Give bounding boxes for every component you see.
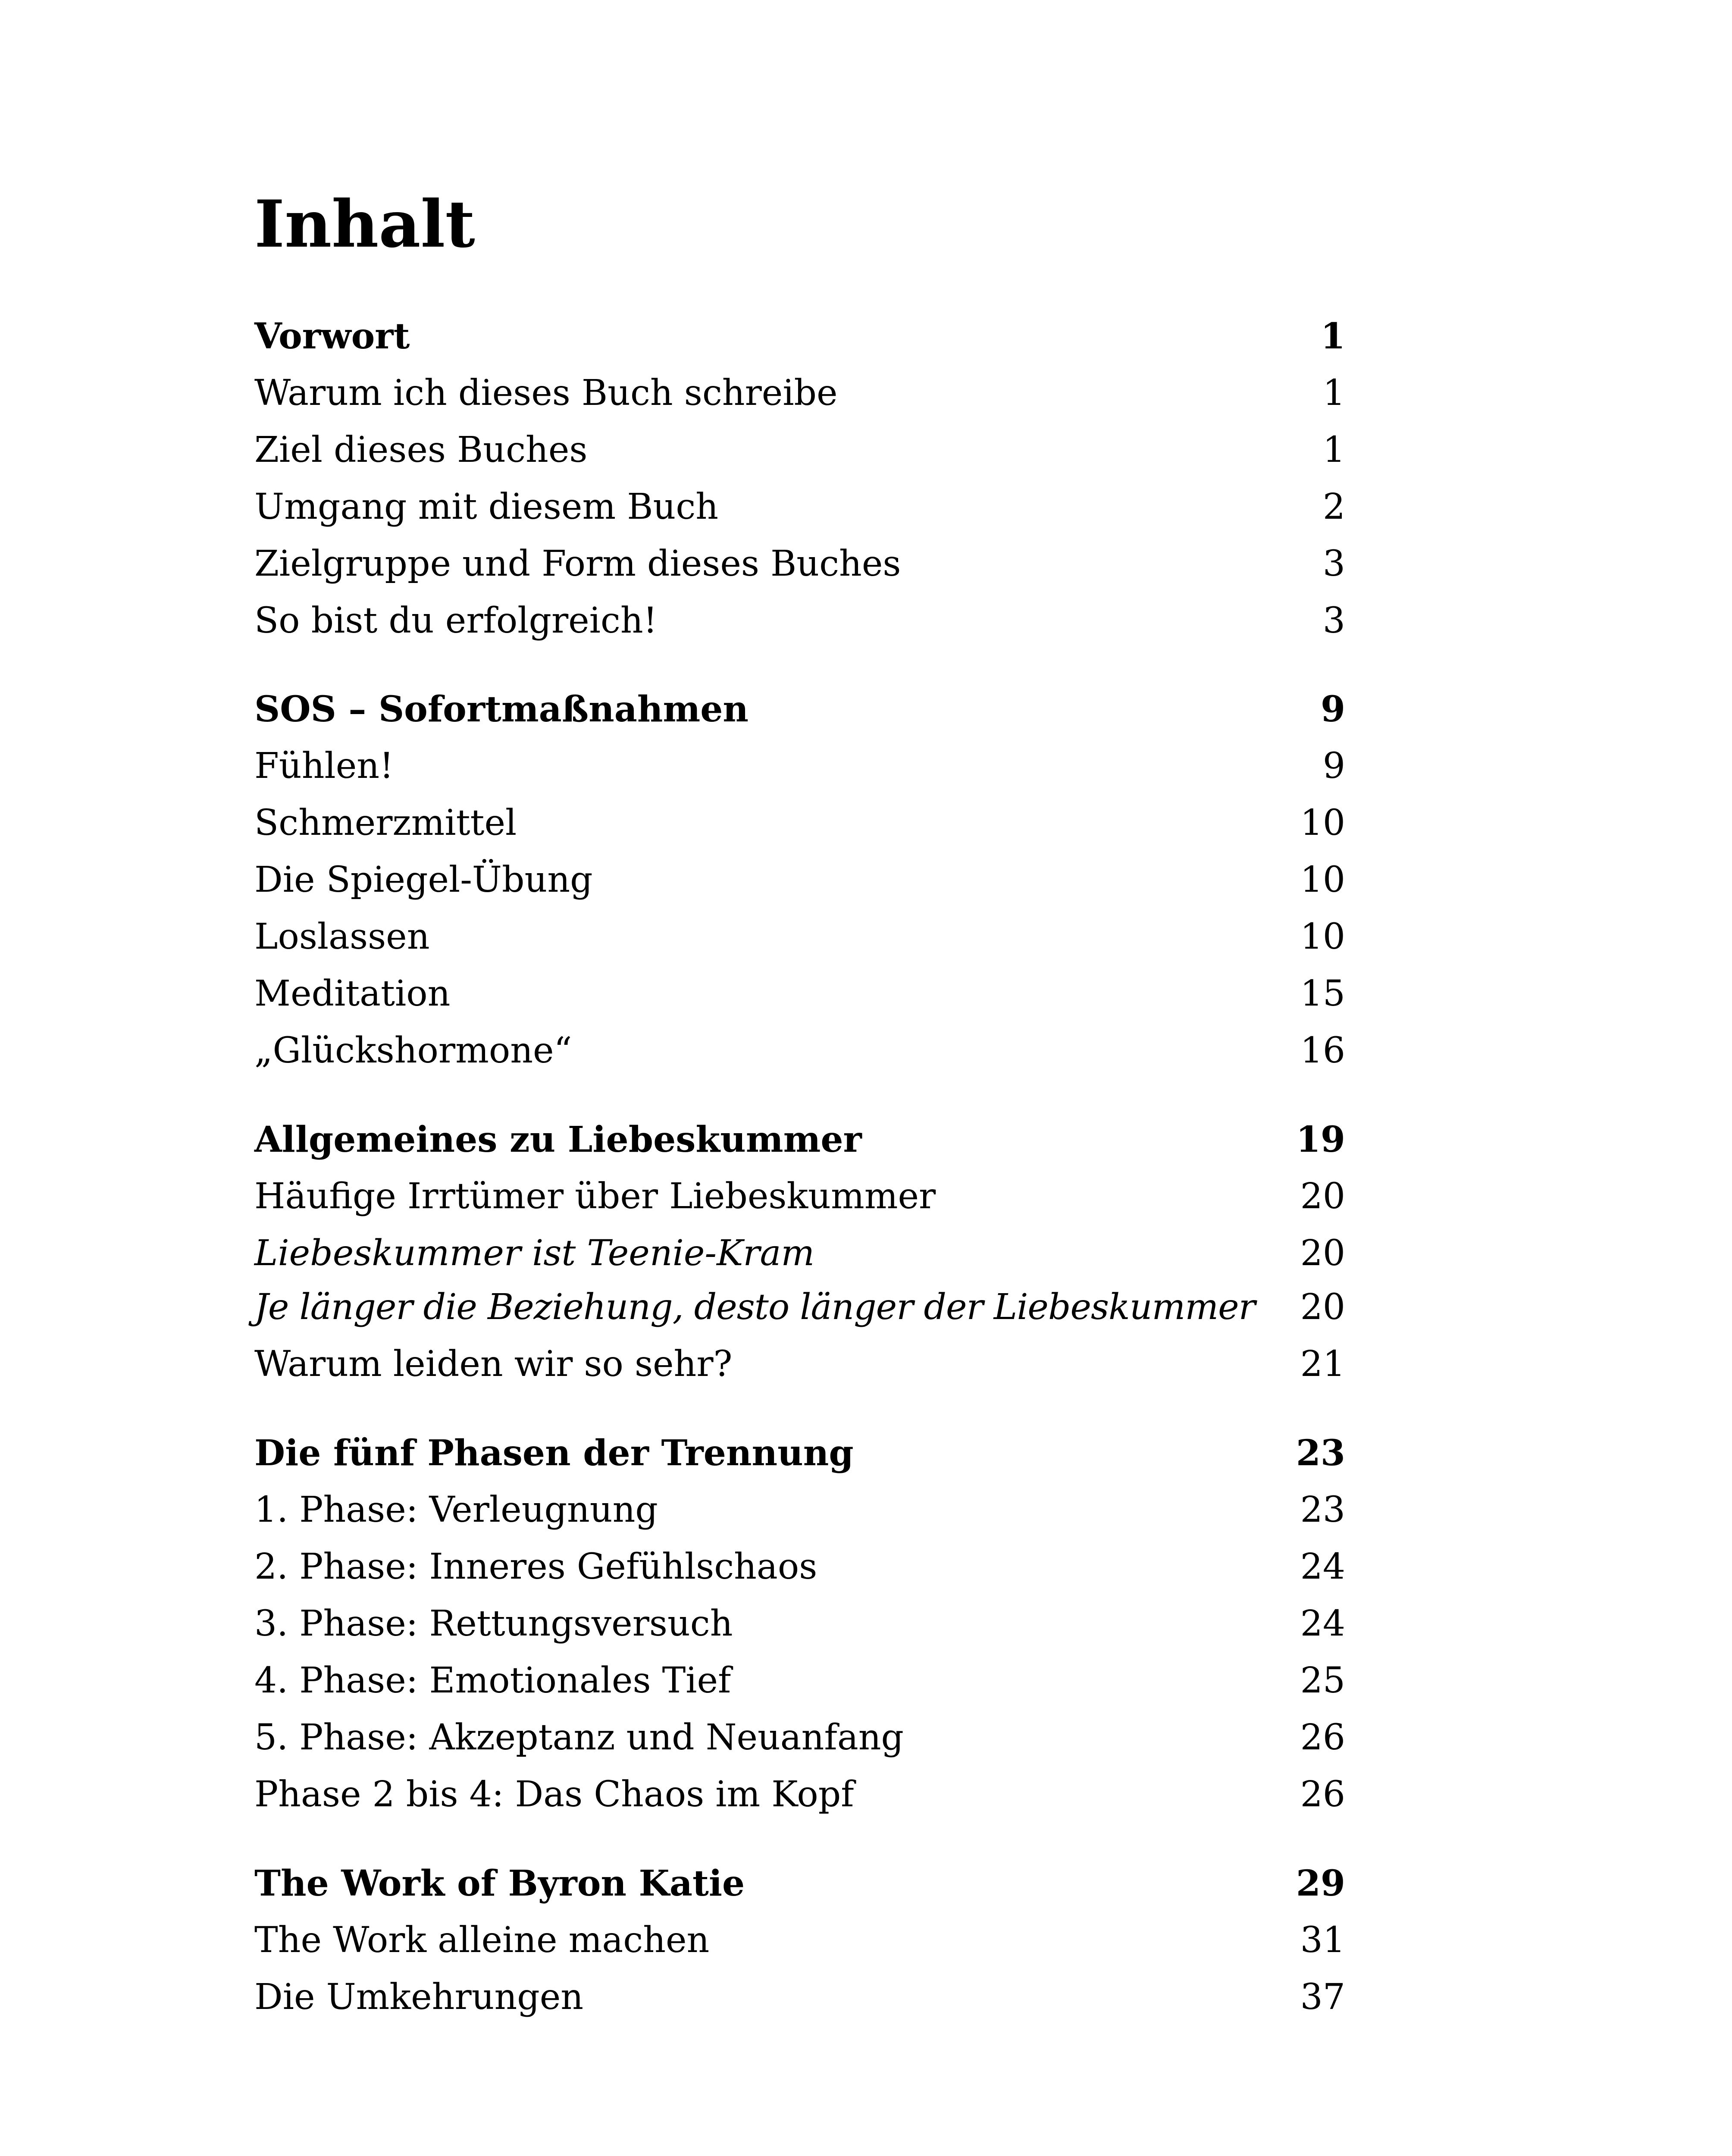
toc-page-number: 20 bbox=[1300, 1233, 1345, 1274]
toc-page-number: 1 bbox=[1322, 373, 1345, 414]
toc-section-heading bbox=[254, 1114, 1345, 1166]
toc-entry-label: So bist du erfolgreich! bbox=[254, 600, 658, 641]
toc-page bbox=[254, 186, 1345, 2018]
toc-page-number: 1 bbox=[1322, 429, 1345, 470]
toc-page-number: 31 bbox=[1300, 1920, 1345, 1961]
toc-entry bbox=[254, 1915, 1345, 1966]
toc-entry-label: Die Umkehrungen bbox=[254, 1977, 584, 2018]
toc-entry bbox=[254, 1484, 1345, 1536]
toc-entry bbox=[254, 595, 1345, 647]
toc-heading-label: Vorwort bbox=[254, 316, 410, 357]
toc-subentry bbox=[254, 1282, 1345, 1333]
toc-page-number: 20 bbox=[1300, 1287, 1345, 1328]
toc-entry bbox=[254, 1655, 1345, 1707]
toc-entry bbox=[254, 1712, 1345, 1764]
toc-page-number: 25 bbox=[1300, 1660, 1345, 1701]
toc-entry-label: 2. Phase: Inneres Gefühlschaos bbox=[254, 1546, 817, 1587]
toc-entry bbox=[254, 424, 1345, 476]
toc-entry-label: Ziel dieses Buches bbox=[254, 429, 588, 470]
toc-page-number: 16 bbox=[1300, 1030, 1345, 1071]
toc-heading-label: SOS – Sofortmaßnahmen bbox=[254, 689, 749, 730]
toc-entry bbox=[254, 1971, 1345, 2023]
toc-page-number: 21 bbox=[1300, 1344, 1345, 1385]
toc-entry bbox=[254, 968, 1345, 1020]
toc-entry-label: Umgang mit diesem Buch bbox=[254, 486, 719, 527]
toc-page-number: 20 bbox=[1300, 1176, 1345, 1217]
toc-entry-label: 1. Phase: Verleugnung bbox=[254, 1489, 658, 1530]
toc-entry bbox=[254, 911, 1345, 963]
toc-page-number: 10 bbox=[1300, 859, 1345, 900]
toc-page-number: 10 bbox=[1300, 802, 1345, 843]
toc-entry-label: Loslassen bbox=[254, 916, 430, 957]
toc-entry bbox=[254, 797, 1345, 849]
toc-section-heading bbox=[254, 1858, 1345, 1909]
toc-entry-label: Phase 2 bis 4: Das Chaos im Kopf bbox=[254, 1774, 854, 1815]
toc-entry bbox=[254, 1338, 1345, 1390]
toc-entry bbox=[254, 1171, 1345, 1222]
toc-entry-label: Fühlen! bbox=[254, 746, 394, 787]
toc-entry-label: Häufige Irrtümer über Liebeskummer bbox=[254, 1176, 936, 1217]
toc-entry-label: Warum leiden wir so sehr? bbox=[254, 1344, 733, 1385]
toc-entry-label: Warum ich dieses Buch schreibe bbox=[254, 373, 838, 414]
toc-entry bbox=[254, 481, 1345, 533]
toc-page-number: 24 bbox=[1300, 1546, 1345, 1587]
toc-page-number: 19 bbox=[1296, 1119, 1345, 1160]
toc-entry-label: Schmerzmittel bbox=[254, 802, 517, 843]
toc-page-number: 9 bbox=[1320, 689, 1345, 730]
toc-entry-label: 5. Phase: Akzeptanz und Neuanfang bbox=[254, 1717, 904, 1758]
toc-section-heading bbox=[254, 310, 1345, 362]
toc-page-number: 23 bbox=[1300, 1489, 1345, 1530]
toc-entry bbox=[254, 854, 1345, 906]
toc-entry bbox=[254, 538, 1345, 590]
toc-page-number: 23 bbox=[1296, 1432, 1345, 1474]
toc-entry-label: „Glückshormone“ bbox=[254, 1030, 572, 1071]
toc-entry-label: The Work alleine machen bbox=[254, 1920, 710, 1961]
toc-entry bbox=[254, 1769, 1345, 1821]
toc-page-number: 26 bbox=[1300, 1774, 1345, 1815]
toc-entry-label: 4. Phase: Emotionales Tief bbox=[254, 1660, 731, 1701]
toc-page-number: 2 bbox=[1322, 486, 1345, 527]
toc-entry bbox=[254, 367, 1345, 419]
toc-page-number: 15 bbox=[1300, 973, 1345, 1014]
toc-entry-label: Die Spiegel-Übung bbox=[254, 859, 593, 900]
toc-entry bbox=[254, 740, 1345, 792]
toc-heading-label: Allgemeines zu Liebeskummer bbox=[254, 1119, 862, 1160]
toc-entry-label: Meditation bbox=[254, 973, 451, 1014]
toc-heading-label: The Work of Byron Katie bbox=[254, 1863, 745, 1904]
toc-page-number: 9 bbox=[1322, 746, 1345, 787]
toc-page-number: 3 bbox=[1322, 600, 1345, 641]
toc-entry bbox=[254, 1598, 1345, 1650]
toc-section-heading bbox=[254, 683, 1345, 735]
toc-entry-label: Zielgruppe und Form dieses Buches bbox=[254, 543, 901, 584]
toc-entry-label: Je länger die Beziehung, desto länger der Liebeskummer bbox=[254, 1287, 1255, 1328]
toc-heading-label: Die fünf Phasen der Trennung bbox=[254, 1432, 854, 1474]
toc-page-number: 10 bbox=[1300, 916, 1345, 957]
toc-page-number: 24 bbox=[1300, 1603, 1345, 1644]
toc-entry-label: Liebeskummer ist Teenie-Kram bbox=[254, 1233, 815, 1274]
toc-entry bbox=[254, 1541, 1345, 1593]
toc-section-heading bbox=[254, 1427, 1345, 1479]
page-title: Inhalt bbox=[254, 186, 475, 262]
toc-page-number: 29 bbox=[1296, 1863, 1345, 1904]
toc-page-number: 3 bbox=[1322, 543, 1345, 584]
toc-subentry bbox=[254, 1228, 1345, 1279]
toc-page-number: 26 bbox=[1300, 1717, 1345, 1758]
toc-entry-label: 3. Phase: Rettungsversuch bbox=[254, 1603, 733, 1644]
toc-page-number: 37 bbox=[1300, 1977, 1345, 2018]
toc-page-number: 1 bbox=[1320, 316, 1345, 357]
toc-entry bbox=[254, 1025, 1345, 1077]
